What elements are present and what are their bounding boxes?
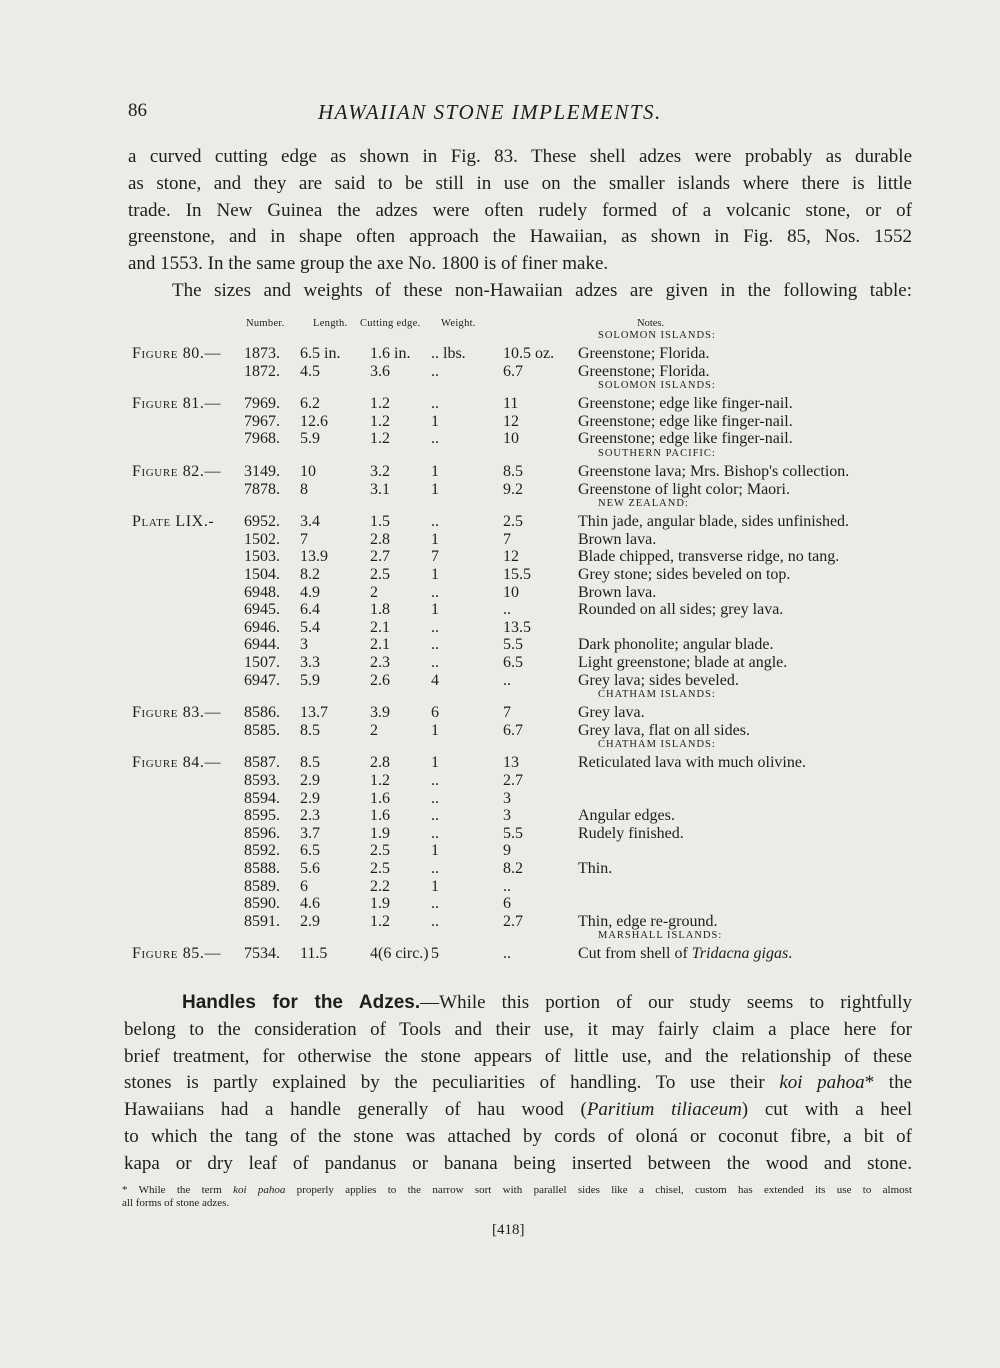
weight-oz: 6.7: [503, 721, 523, 739]
row-note: Thin jade, angular blade, sides unfinished.: [578, 513, 850, 531]
table-row: [0, 513, 1000, 531]
weight-lbs: ..: [431, 824, 439, 842]
weight-oz: 9.2: [503, 480, 523, 498]
weight-lbs: 1: [431, 412, 439, 430]
region-heading: SOLOMON ISLANDS:: [598, 330, 716, 341]
cutting-edge-value: 2: [370, 583, 378, 601]
specimen-number: 1872.: [244, 362, 280, 380]
specimen-number: 1503.: [244, 548, 280, 566]
row-note: Greenstone; edge like finger-nail.: [578, 430, 793, 448]
weight-lbs: 5: [431, 945, 439, 963]
cutting-edge-value: 2.6: [370, 671, 390, 689]
header-number: Number.: [246, 318, 285, 329]
weight-lbs: 7: [431, 548, 439, 566]
table-row: [0, 895, 1000, 913]
weight-lbs: 4: [431, 671, 439, 689]
region-heading: CHATHAM ISLANDS:: [598, 739, 716, 751]
cutting-edge-value: 1.2: [370, 395, 390, 413]
weight-lbs: .. lbs.: [431, 345, 466, 362]
cutting-edge-value: 1.8: [370, 601, 390, 619]
row-note: Angular edges.: [578, 807, 675, 825]
row-note: Rudely finished.: [578, 824, 684, 842]
weight-lbs: ..: [431, 618, 439, 636]
specimen-number: 1873.: [244, 345, 280, 362]
table-row: [0, 363, 1000, 381]
specimen-number: 8586.: [244, 704, 280, 722]
row-label: Figure 82.—: [132, 463, 222, 480]
table-row: [0, 704, 1000, 722]
cutting-edge-value: 1.9: [370, 824, 390, 842]
weight-oz: 10.5 oz.: [503, 345, 555, 362]
handles-paragraph: [124, 990, 912, 1178]
table-row: [0, 722, 1000, 740]
length-value: 11.5: [300, 945, 328, 963]
cutting-edge-value: 1.2: [370, 912, 390, 930]
header-cutting-edge: Cutting edge.: [360, 318, 421, 329]
length-value: 6.5: [300, 842, 320, 860]
weight-lbs: ..: [431, 860, 439, 877]
intro-line: and 1553. In the same group the axe No. 1800 is of finer make.: [128, 253, 609, 275]
length-value: 5.9: [300, 671, 320, 689]
weight-lbs: ..: [431, 912, 439, 930]
length-value: 3.4: [300, 513, 320, 531]
row-note: Brown lava.: [578, 583, 657, 601]
table-row: [0, 790, 1000, 808]
weight-lbs: ..: [431, 395, 439, 413]
table-row: [0, 481, 1000, 499]
weight-oz: 8.5: [503, 463, 523, 480]
weight-lbs: ..: [431, 654, 439, 671]
weight-oz: 15.5: [503, 566, 531, 583]
cutting-edge-value: 1.2: [370, 412, 390, 430]
handles-line: belong to the consideration of Tools and their use, it may fairly claim a place here for: [124, 1018, 912, 1040]
weight-oz: 6: [503, 895, 511, 913]
weight-oz: 6.5: [503, 654, 523, 671]
length-value: 3.7: [300, 824, 320, 842]
length-value: 4.5: [300, 362, 320, 380]
specimen-number: 6944.: [244, 636, 280, 654]
handles-line: stones is partly explained by the peculiarities of handling. To use their koi pahoa* the: [124, 1072, 913, 1094]
cutting-edge-value: 4(6 circ.): [370, 945, 429, 963]
intro-line: as stone, and they are said to be still in use on the smaller islands where there is little: [128, 172, 912, 194]
length-value: 10: [300, 463, 316, 480]
weight-lbs: 1: [431, 601, 439, 619]
weight-lbs: ..: [431, 772, 439, 789]
weight-oz: ..: [503, 671, 511, 689]
handles-line: brief treatment, for otherwise the stone appears of little use, and the relationship of these: [124, 1045, 912, 1067]
row-note: Dark phonolite; angular blade.: [578, 636, 774, 654]
row-note: Blade chipped, transverse ridge, no tang.: [578, 548, 840, 566]
table-row: [0, 878, 1000, 896]
specimen-number: 8589.: [244, 877, 280, 895]
table-row: [0, 672, 1000, 690]
cutting-edge-value: 2.5: [370, 842, 390, 860]
weight-lbs: 1: [431, 530, 439, 548]
weight-oz: ..: [503, 945, 511, 963]
specimen-number: 8587.: [244, 754, 280, 772]
weight-lbs: ..: [431, 807, 439, 825]
table-row: [0, 345, 1000, 363]
header-length: Length.: [313, 318, 348, 329]
row-label: Figure 81.—: [132, 395, 222, 413]
length-value: 2.9: [300, 789, 320, 807]
specimen-number: 6945.: [244, 601, 280, 619]
weight-oz: 10: [503, 430, 519, 448]
cutting-edge-value: 2.7: [370, 548, 390, 566]
specimen-number: 7534.: [244, 945, 280, 963]
table-row: [0, 619, 1000, 637]
row-note: Greenstone of light color; Maori.: [578, 480, 790, 498]
weight-oz: 2.7: [503, 772, 523, 789]
cutting-edge-value: 1.2: [370, 430, 390, 448]
row-note: Reticulated lava with much olivine.: [578, 754, 806, 772]
length-value: 2.3: [300, 807, 320, 825]
table-row: [0, 584, 1000, 602]
specimen-number: 1507.: [244, 654, 280, 671]
table-row: [0, 754, 1000, 772]
region-heading: NEW ZEALAND:: [598, 498, 689, 510]
cutting-edge-value: 2.5: [370, 860, 390, 877]
weight-lbs: ..: [431, 362, 439, 380]
row-note: Grey lava; sides beveled.: [578, 671, 739, 689]
weight-oz: 5.5: [503, 636, 523, 654]
table-row: [0, 413, 1000, 431]
weight-oz: 8.2: [503, 860, 523, 877]
specimen-number: 8585.: [244, 721, 280, 739]
footnote-line: * While the term koi pahoa properly applies to the narrow sort with parallel sides like a chisel, custom has extended its use to almost: [122, 1184, 912, 1196]
specimen-number: 8590.: [244, 895, 280, 913]
intro-line: trade. In New Guinea the adzes were often rudely formed of a volcanic stone, or of: [128, 199, 912, 221]
length-value: 8: [300, 480, 308, 498]
specimen-number: 8596.: [244, 824, 280, 842]
region-heading: SOLOMON ISLANDS:: [598, 380, 716, 392]
cutting-edge-value: 3.9: [370, 704, 390, 722]
cutting-edge-value: 3.6: [370, 362, 390, 380]
table-row: [0, 807, 1000, 825]
row-note: Greenstone; Florida.: [578, 362, 710, 380]
row-note: Greenstone; edge like finger-nail.: [578, 395, 793, 413]
length-value: 6.2: [300, 395, 320, 413]
weight-lbs: 1: [431, 480, 439, 498]
table-row: [0, 601, 1000, 619]
length-value: 13.9: [300, 548, 328, 566]
length-value: 6.4: [300, 601, 320, 619]
specimen-number: 6952.: [244, 513, 280, 531]
cutting-edge-value: 2: [370, 721, 378, 739]
row-note: Grey lava, flat on all sides.: [578, 721, 750, 739]
specimen-number: 8591.: [244, 912, 280, 930]
weight-oz: ..: [503, 877, 511, 895]
signature-mark: [418]: [492, 1222, 525, 1238]
row-note: Cut from shell of Tridacna gigas.: [578, 945, 793, 963]
cutting-edge-value: 2.2: [370, 877, 390, 895]
row-label: Figure 83.—: [132, 704, 222, 722]
cutting-edge-value: 2.3: [370, 654, 390, 671]
length-value: 4.9: [300, 583, 320, 601]
weight-lbs: 1: [431, 842, 439, 860]
row-note: Grey stone; sides beveled on top.: [578, 566, 791, 583]
handles-line: Handles for the Adzes.—While this portion of our study seems to rightfully: [182, 992, 912, 1013]
length-value: 4.6: [300, 895, 320, 913]
length-value: 13.7: [300, 704, 328, 722]
row-label: Plate LIX.-: [132, 513, 215, 531]
specimen-number: 8595.: [244, 807, 280, 825]
region-heading: SOUTHERN PACIFIC:: [598, 448, 716, 459]
row-note: Rounded on all sides; grey lava.: [578, 601, 784, 619]
table-row: [0, 395, 1000, 413]
weight-oz: 9: [503, 842, 511, 860]
length-value: 8.5: [300, 754, 320, 772]
section-heading: Handles for the Adzes.: [182, 992, 421, 1013]
length-value: 7: [300, 530, 308, 548]
table-row: [0, 772, 1000, 790]
weight-lbs: 1: [431, 463, 439, 480]
handles-line: Hawaiians had a handle generally of hau wood (Paritium tiliaceum) cut with a heel: [124, 1099, 913, 1121]
intro-line: a curved cutting edge as shown in Fig. 83. These shell adzes were probably as durable: [128, 146, 912, 167]
specimen-number: 7967.: [244, 412, 280, 430]
weight-lbs: 1: [431, 754, 439, 772]
intro-paragraph: [128, 144, 912, 305]
row-note: Greenstone lava; Mrs. Bishop's collection.: [578, 463, 850, 480]
header-weight: Weight.: [441, 318, 476, 329]
specimen-number: 8593.: [244, 772, 280, 789]
table-row: [0, 548, 1000, 566]
length-value: 8.5: [300, 721, 320, 739]
cutting-edge-value: 1.6 in.: [370, 345, 411, 362]
cutting-edge-value: 1.2: [370, 772, 390, 789]
row-label: Figure 80.—: [132, 345, 222, 362]
weight-lbs: ..: [431, 636, 439, 654]
weight-lbs: ..: [431, 513, 439, 531]
weight-oz: 10: [503, 583, 519, 601]
region-heading: CHATHAM ISLANDS:: [598, 689, 716, 701]
specimen-number: 6948.: [244, 583, 280, 601]
weight-lbs: 6: [431, 704, 439, 722]
table-row: [0, 860, 1000, 878]
specimen-number: 1504.: [244, 566, 280, 583]
length-value: 3: [300, 636, 308, 654]
weight-oz: 13.5: [503, 618, 531, 636]
cutting-edge-value: 1.9: [370, 895, 390, 913]
table-row: [0, 430, 1000, 448]
weight-oz: 12: [503, 548, 519, 566]
weight-oz: 3: [503, 789, 511, 807]
header-notes: Notes.: [637, 318, 665, 329]
weight-lbs: ..: [431, 583, 439, 601]
cutting-edge-value: 1.6: [370, 807, 390, 825]
length-value: 2.9: [300, 772, 320, 789]
table-row: [0, 945, 1000, 963]
weight-lbs: 1: [431, 877, 439, 895]
running-title: HAWAIIAN STONE IMPLEMENTS.: [318, 100, 662, 124]
specimen-number: 7878.: [244, 480, 280, 498]
running-head: [128, 100, 908, 128]
row-label: Figure 84.—: [132, 754, 222, 772]
specimen-number: 8588.: [244, 860, 280, 877]
length-value: 5.9: [300, 430, 320, 448]
length-value: 2.9: [300, 912, 320, 930]
page-number: 86: [128, 100, 147, 121]
cutting-edge-value: 2.8: [370, 530, 390, 548]
cutting-edge-value: 3.2: [370, 463, 390, 480]
row-note: Thin.: [578, 860, 613, 877]
weight-lbs: ..: [431, 895, 439, 913]
cutting-edge-value: 1.5: [370, 513, 390, 531]
specimen-number: 8592.: [244, 842, 280, 860]
weight-oz: 2.5: [503, 513, 523, 531]
handles-line: kapa or dry leaf of pandanus or banana being inserted between the wood and stone.: [124, 1152, 912, 1174]
weight-oz: 13: [503, 754, 519, 772]
cutting-edge-value: 2.1: [370, 618, 390, 636]
region-heading: MARSHALL ISLANDS:: [598, 930, 723, 942]
length-value: 8.2: [300, 566, 320, 583]
specimen-number: 1502.: [244, 530, 280, 548]
weight-lbs: ..: [431, 430, 439, 448]
table-row: [0, 636, 1000, 654]
length-value: 6.5 in.: [300, 345, 341, 362]
cutting-edge-value: 3.1: [370, 480, 390, 498]
weight-oz: 3: [503, 807, 511, 825]
specimen-number: 7968.: [244, 430, 280, 448]
table-intro: The sizes and weights of these non-Hawaiian adzes are given in the following table:: [172, 279, 912, 301]
table-row: [0, 566, 1000, 584]
weight-oz: ..: [503, 601, 511, 619]
table-row: [0, 913, 1000, 931]
row-label: Figure 85.—: [132, 945, 222, 963]
row-note: Brown lava.: [578, 530, 657, 548]
weight-lbs: ..: [431, 789, 439, 807]
row-note: Thin, edge re-ground.: [578, 912, 718, 930]
weight-oz: 12: [503, 412, 519, 430]
footnote-line: all forms of stone adzes.: [122, 1197, 230, 1209]
specimen-number: 3149.: [244, 463, 280, 480]
row-note: Light greenstone; blade at angle.: [578, 654, 788, 671]
table-row: [0, 531, 1000, 549]
table-row: [0, 825, 1000, 843]
length-value: 6: [300, 877, 308, 895]
intro-line: greenstone, and in shape often approach the Hawaiian, as shown in Fig. 85, Nos. 1552: [128, 226, 912, 248]
cutting-edge-value: 2.8: [370, 754, 390, 772]
weight-lbs: 1: [431, 721, 439, 739]
footnote: [122, 1184, 912, 1210]
weight-oz: 7: [503, 704, 511, 722]
specimen-number: 6947.: [244, 671, 280, 689]
specimen-number: 8594.: [244, 789, 280, 807]
weight-oz: 5.5: [503, 824, 523, 842]
row-note: Grey lava.: [578, 704, 645, 722]
cutting-edge-value: 1.6: [370, 789, 390, 807]
row-note: Greenstone; Florida.: [578, 345, 710, 362]
length-value: 5.4: [300, 618, 320, 636]
weight-lbs: 1: [431, 566, 439, 583]
specimen-number: 7969.: [244, 395, 280, 413]
table-row: [0, 842, 1000, 860]
length-value: 5.6: [300, 860, 320, 877]
weight-oz: 6.7: [503, 362, 523, 380]
length-value: 3.3: [300, 654, 320, 671]
row-note: Greenstone; edge like finger-nail.: [578, 412, 793, 430]
weight-oz: 2.7: [503, 912, 523, 930]
weight-oz: 11: [503, 395, 519, 413]
table-row: [0, 463, 1000, 481]
specimen-number: 6946.: [244, 618, 280, 636]
cutting-edge-value: 2.5: [370, 566, 390, 583]
length-value: 12.6: [300, 412, 328, 430]
table-row: [0, 654, 1000, 672]
cutting-edge-value: 2.1: [370, 636, 390, 654]
handles-line: to which the tang of the stone was attached by cords of oloná or coconut fibre, a bit of: [124, 1125, 912, 1147]
weight-oz: 7: [503, 530, 511, 548]
